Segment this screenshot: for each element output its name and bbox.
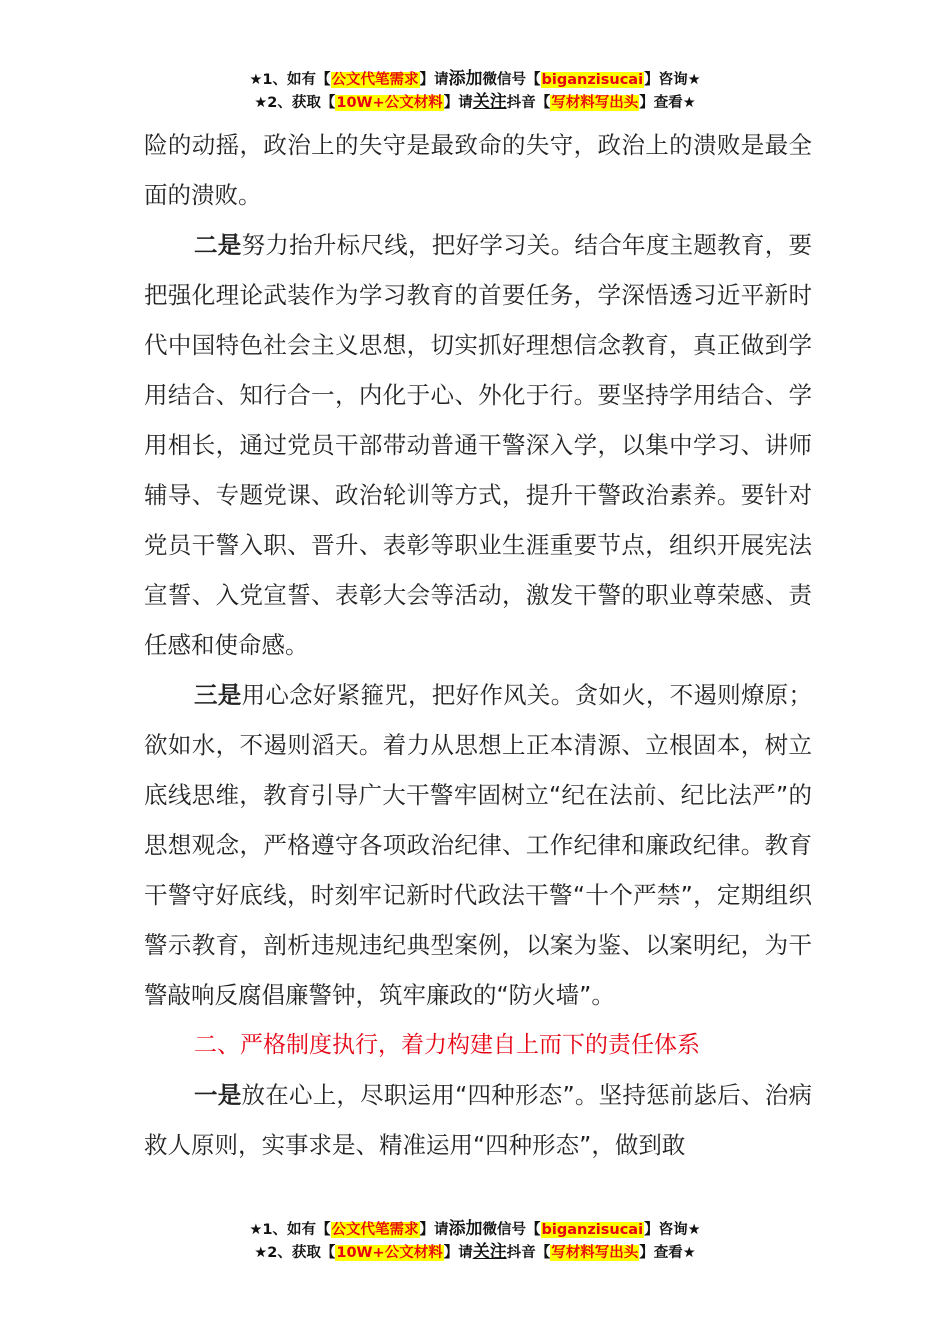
promo-highlight: 10W+公文材料: [336, 1245, 443, 1261]
promo-line-2: ★2、获取【10W+公文材料】请关注抖音【写材料写出头】查看★: [254, 1242, 696, 1262]
promo-banner-bottom: [0, 1218, 950, 1264]
promo-banner-top: [0, 68, 950, 114]
wechat-id: biganzisucai: [541, 1222, 644, 1238]
document-body: [144, 120, 812, 1170]
paragraph: 二是努力抬升标尺线，把好学习关。结合年度主题教育，要把强化理论武装作为学习教育的首要任务，学深悟透习近平新时代中国特色社会主义思想，切实抓好理想信念教育，真正做到学用结合、知行合一，内化于心、外化于行。要坚持学用结合、学用相长，通过党员干部带动普通干警深入学，以集中学习、讲师辅导、专题党课、政治轮训等方式，提升干警政治素养。要针对党员干警入职、晋升、表彰等职业生涯重要节点，组织开展宪法宣誓、入党宣誓、表彰大会等活动，激发干警的职业尊荣感、责任感和使命感。: [144, 231, 813, 659]
paragraph-lead: 一是: [194, 1081, 242, 1109]
paragraph-lead: 三是: [194, 681, 242, 709]
section-heading: 二、严格制度执行，着力构建自上而下的责任体系: [194, 1032, 700, 1058]
promo-highlight: 公文代笔需求: [331, 72, 419, 88]
paragraph: 三是用心念好紧箍咒，把好作风关。贪如火，不遏则燎原；欲如水，不遏则滔天。着力从思想上正本清源、立根固本，树立底线思维，教育引导广大干警牢固树立“纪在法前、纪比法严”的思想观念，严格遵守各项政治纪律、工作纪律和廉政纪律。教育干警守好底线，时刻牢记新时代政法干警“十个严禁”，定期组织警示教育，剖析违规违纪典型案例，以案为鉴、以案明纪，为干警敲响反腐倡廉警钟，筑牢廉政的“防火墙”。: [144, 681, 813, 1009]
promo-line-2: ★2、获取【10W+公文材料】请关注抖音【写材料写出头】查看★: [254, 92, 696, 112]
paragraph: 一是放在心上，尽职运用“四种形态”。坚持惩前毖后、治病救人原则，实事求是、精准运用“四种形态”，做到敢: [144, 1081, 813, 1159]
douyin-id: 写材料写出头: [551, 1245, 639, 1261]
paragraph: 险的动摇，政治上的失守是最致命的失守，政治上的溃败是最全面的溃败。: [144, 131, 812, 209]
wechat-id: biganzisucai: [541, 72, 644, 88]
promo-highlight: 10W+公文材料: [336, 95, 443, 111]
promo-highlight: 公文代笔需求: [331, 1222, 419, 1238]
douyin-id: 写材料写出头: [551, 95, 639, 111]
promo-line-1: ★1、如有【公文代笔需求】请添加微信号【biganzisucai】咨询★: [249, 69, 701, 89]
paragraph-lead: 二是: [194, 231, 242, 259]
promo-line-1: ★1、如有【公文代笔需求】请添加微信号【biganzisucai】咨询★: [249, 1219, 701, 1239]
